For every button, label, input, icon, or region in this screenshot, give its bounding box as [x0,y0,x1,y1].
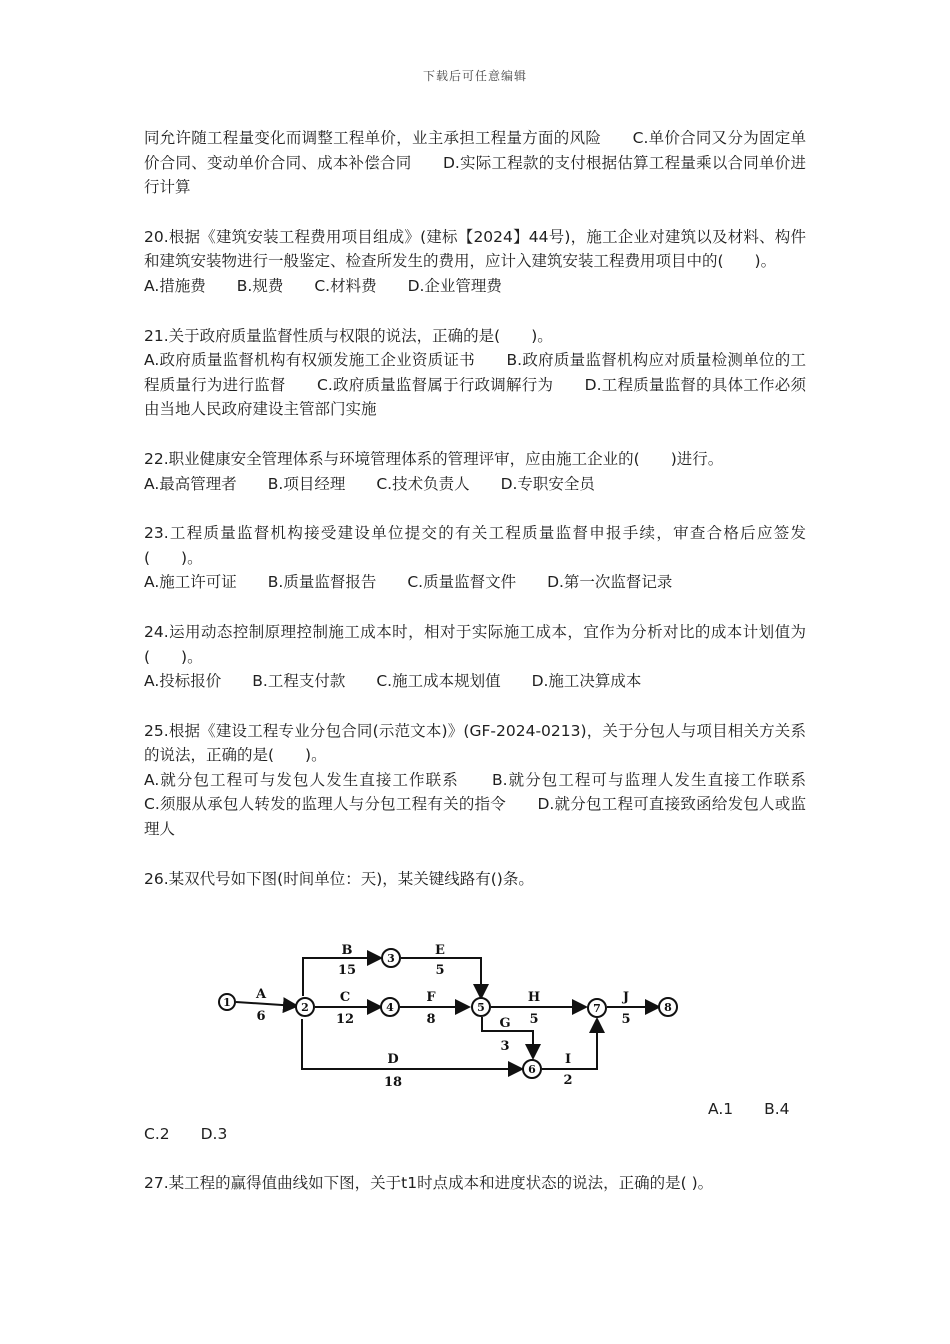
activity-duration-G: 3 [500,1039,510,1054]
activity-duration-E: 5 [435,963,445,978]
q25-stem: 25.根据《建设工程专业分包合同(示范文本)》(GF-2024-0213)，关于分包人与项目相关方关系的说法，正确的是( )。 [144,721,806,765]
activity-name-J: J [622,990,630,1005]
q26-stem: 26.某双代号如下图(时间单位：天)，某关键线路有()条。 [144,869,534,888]
node-label-2: 2 [301,1001,309,1014]
activity-duration-A: 6 [256,1009,266,1024]
activity-name-D: D [387,1052,399,1067]
q22-stem: 22.职业健康安全管理体系与环境管理体系的管理评审，应由施工企业的( )进行。 [144,449,724,468]
q19-continuation: 同允许随工程量变化而调整工程单价，业主承担工程量方面的风险 C.单价合同又分为固定单价合同、变动单价合同、成本补偿合同 D.实际工程款的支付根据估算工程量乘以合同单价进行计算 [144,129,806,197]
activity-duration-J: 5 [621,1012,631,1027]
network-diagram [195,930,695,1095]
activity-duration-H: 5 [529,1012,539,1027]
q23-stem: 23.工程质量监督机构接受建设单位提交的有关工程质量监督申报手续，审查合格后应签发( )。 [144,524,806,567]
node-label-5: 5 [477,1001,485,1014]
activity-duration-I: 2 [563,1073,573,1088]
q22-options: A.最高管理者 B.项目经理 C.技术负责人 D.专职安全员 [144,474,595,493]
edge-A [236,1002,297,1006]
node-label-1: 1 [223,996,231,1009]
q24-options: A.投标报价 B.工程支付款 C.施工成本规划值 D.施工决算成本 [144,672,642,691]
node-label-3: 3 [387,952,395,965]
q25-options: A.就分包工程可与发包人发生直接工作联系 B.就分包工程可与监理人发生直接工作联系 C.须服从承包人转发的监理人与分包工程有关的指令 D.就分包工程可直接致函给发包人或监理人 [144,770,838,839]
node-label-6: 6 [528,1063,536,1076]
q23-options: A.施工许可证 B.质量监督报告 C.质量监督文件 D.第一次监督记录 [144,573,673,592]
q26-options-cd: C.2 D.3 [144,1125,228,1143]
q24-stem: 24.运用动态控制原理控制施工成本时，相对于实际施工成本，宜作为分析对比的成本计划值为( )。 [144,622,806,666]
q21-stem: 21.关于政府质量监督性质与权限的说法，正确的是( )。 [144,326,553,345]
q27-stem: 27.某工程的赢得值曲线如下图，关于t1时点成本和进度状态的说法，正确的是( )。 [144,1174,714,1192]
activity-name-C: C [339,990,351,1005]
network-diagram-svg [195,930,695,1095]
node-label-7: 7 [593,1002,601,1015]
q20-stem: 20.根据《建筑安装工程费用项目组成》(建标【2024】44号)，施工企业对建筑以及材料、构件和建筑安装物进行一般鉴定、检查所发生的费用，应计入建筑安装工程费用项目中的( )。 [144,227,806,271]
activity-name-B: B [341,943,353,958]
activity-duration-F: 8 [426,1012,436,1027]
activity-name-A: A [255,987,267,1002]
node-label-8: 8 [664,1001,672,1014]
activity-duration-C: 12 [335,1012,355,1027]
q21-options: A.政府质量监督机构有权颁发施工企业资质证书 B.政府质量监督机构应对质量检测单位的工程质量行为进行监督 C.政府质量监督属于行政调解行为 D.工程质量监督的具体工作必须由当地人民政府建设主管部门实施 [144,351,806,419]
activity-name-H: H [527,990,541,1005]
page-header: 下载后可任意编辑 [422,69,527,83]
activity-name-F: F [426,990,436,1005]
q26-options-ab: A.1 B.4 [708,1100,790,1118]
activity-duration-D: 18 [383,1075,403,1090]
node-label-4: 4 [386,1001,394,1014]
activity-duration-B: 15 [337,963,357,978]
activity-name-E: E [435,943,445,958]
activity-name-G: G [499,1016,511,1031]
document-body [144,126,838,891]
q20-options: A.措施费 B.规费 C.材料费 D.企业管理费 [144,276,502,295]
activity-name-I: I [564,1052,572,1067]
